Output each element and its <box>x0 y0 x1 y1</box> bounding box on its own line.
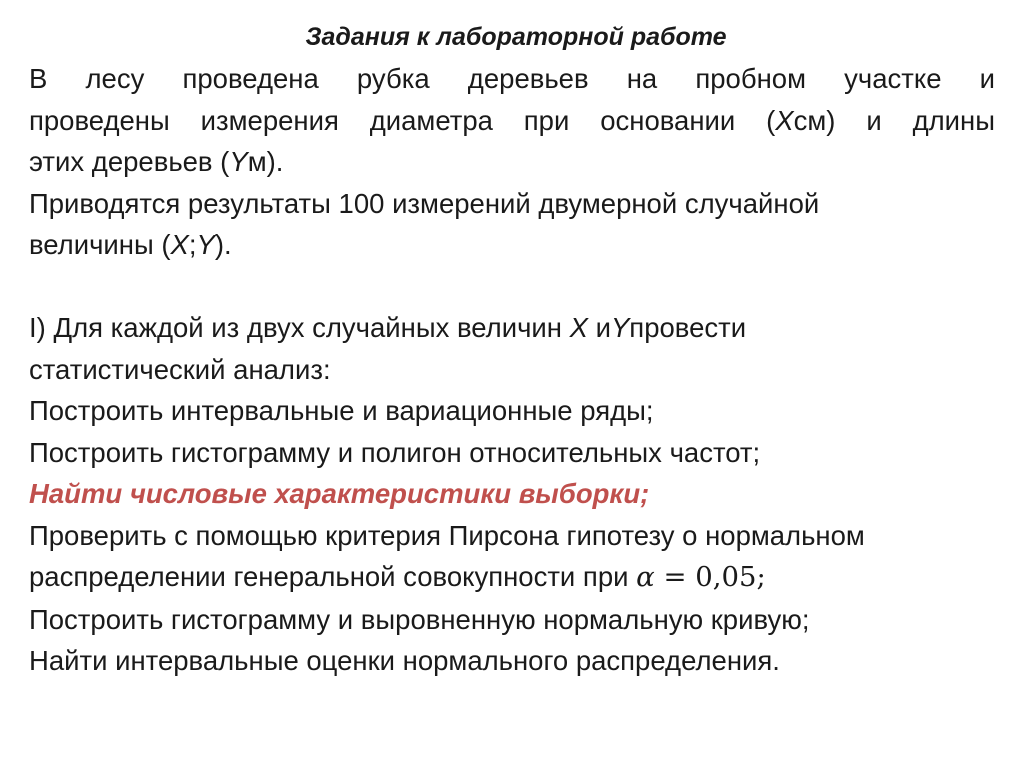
task-variable-y: Y <box>610 312 630 343</box>
intro-line-2-text-a: проведены измерения диаметра при основании ( <box>29 104 776 136</box>
intro-line-3 <box>29 141 995 183</box>
task-line-4: Построить гистограмму и полигон относительных частот; <box>29 436 761 468</box>
task-line-9: Найти интервальные оценки нормального распределения. <box>29 645 780 676</box>
task-line-6: Проверить с помощью критерия Пирсона гипотезу о нормальном <box>29 519 865 551</box>
task-variable-x: X <box>569 312 588 343</box>
spacer <box>29 266 995 308</box>
alpha-symbol: α <box>636 561 655 593</box>
intro-line-3-text-b: м). <box>247 146 284 177</box>
intro-line-3-text-a: этих деревьев ( <box>29 146 230 177</box>
alpha-value: = 0,05 <box>654 561 757 593</box>
intro-line-2-text-b: см) и длины <box>793 104 995 136</box>
task-line-1 <box>29 307 995 349</box>
slide-content <box>29 58 995 682</box>
variable-x: X <box>775 104 794 136</box>
slide-title: Задания к лабораторной работе <box>305 23 727 51</box>
task-line-7 <box>29 556 995 599</box>
pair-separator: ; <box>188 229 197 260</box>
variable-y: Y <box>229 146 248 177</box>
variable-y-pair: Y <box>196 229 215 260</box>
intro-line-4: Приводятся результаты 100 измерений двумерной случайной <box>29 187 820 219</box>
task-line-1-text-a: I) Для каждой из двух случайных величин <box>29 312 570 343</box>
task-line-7-text-a: распределении генеральной совокупности при <box>29 561 637 592</box>
task-line-1-mid: и <box>587 312 611 343</box>
task-line-1-text-b: провести <box>629 312 747 343</box>
alpha-formula <box>636 561 766 593</box>
intro-line-5 <box>29 224 995 266</box>
task-line-8: Построить гистограмму и выровненную нормальную кривую; <box>29 603 810 635</box>
task-line-2: статистический анализ: <box>29 353 331 385</box>
intro-line-2 <box>29 100 995 142</box>
intro-line-5-text-b: ). <box>214 229 232 260</box>
intro-line-5-text-a: величины ( <box>29 229 171 260</box>
variable-x-pair: X <box>170 229 189 260</box>
task-line-highlight: Найти числовые характеристики выборки; <box>29 478 650 509</box>
task-line-3: Построить интервальные и вариационные ряды; <box>29 395 654 426</box>
intro-line-1: В лесу проведена рубка деревьев на пробном участке и <box>29 63 995 94</box>
formula-semicolon: ; <box>756 561 766 593</box>
